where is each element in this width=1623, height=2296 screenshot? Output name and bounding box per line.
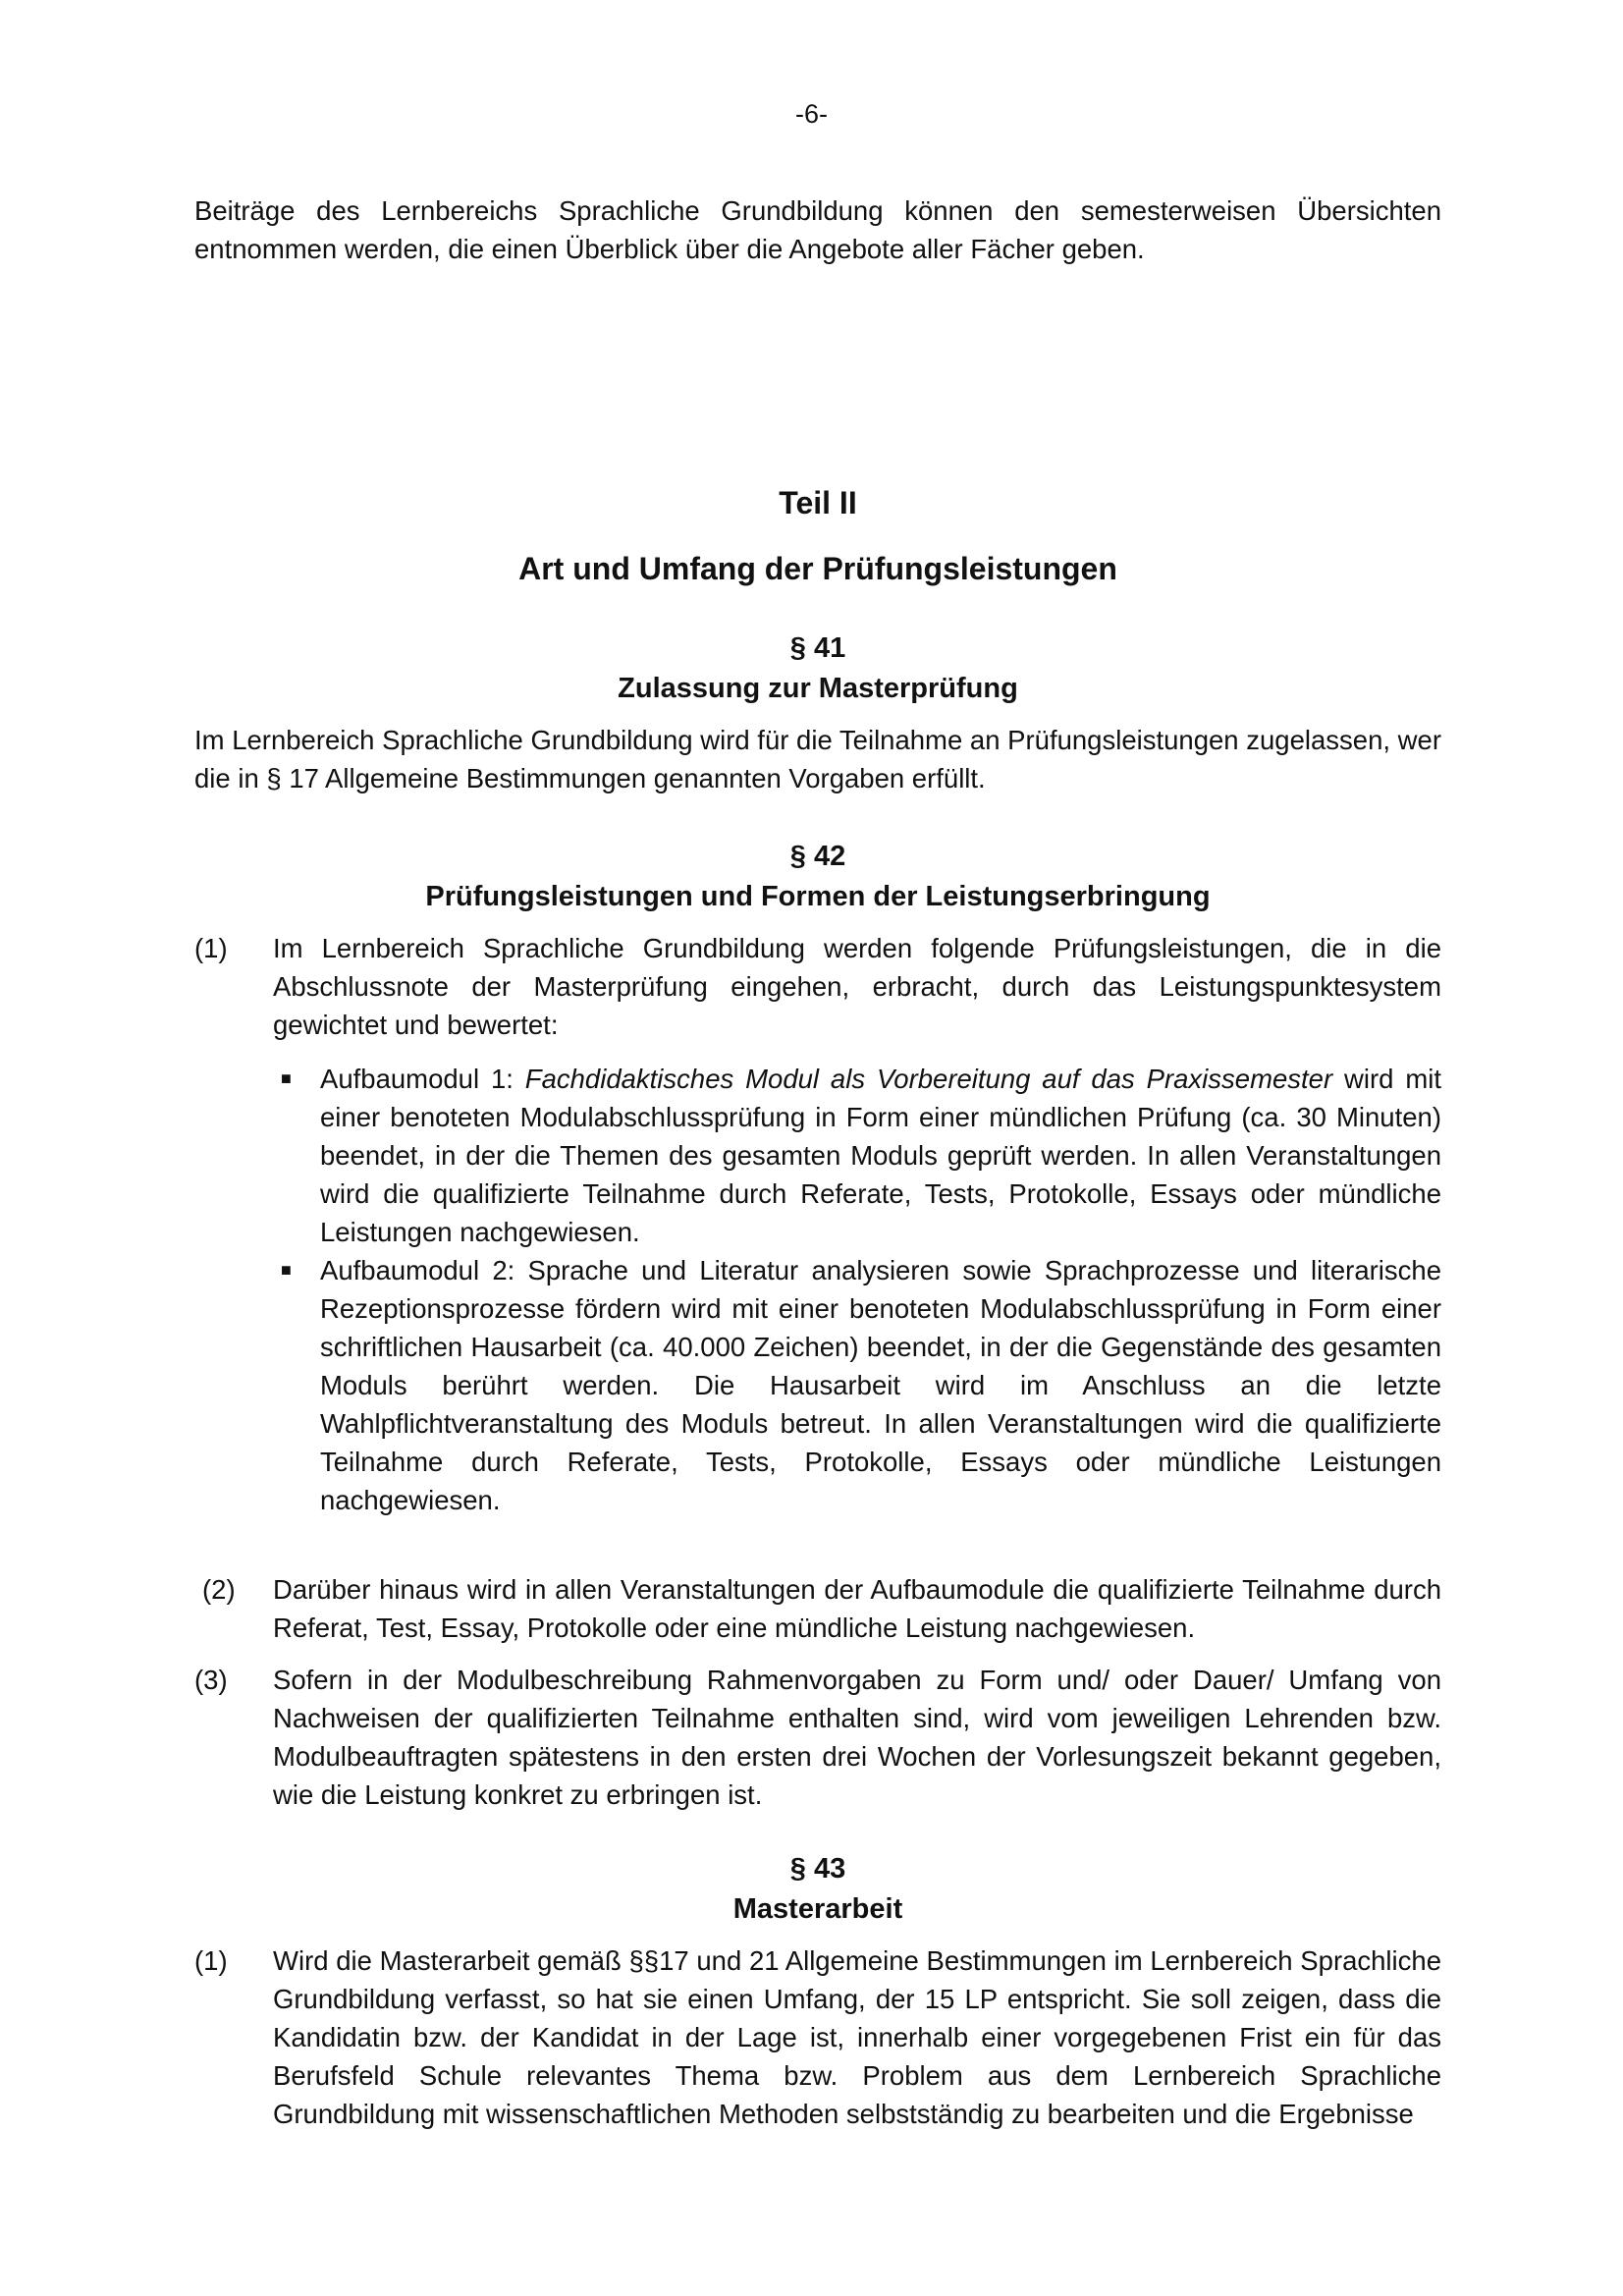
module-list [194, 1060, 1441, 1519]
paragraph-text: Sofern in der Modulbeschreibung Rahmenvorgaben zu Form und/ oder Dauer/ Umfang von Nachweisen der qualifizierten Teilnahme enthalten sind, wird vom jeweiligen Lehrenden bzw. Modulbeauftragten spätestens in den ersten drei Wochen der Vorlesungszeit bekannt gegeben, wie die Leistung konkret zu erbringen ist. [273, 1665, 1441, 1810]
module-1-title: Fachdidaktisches Modul als Vorbereitung auf das Praxissemester [524, 1064, 1333, 1094]
list-item [273, 1251, 1441, 1519]
section-43-number: § 43 [789, 1853, 846, 1885]
section-41-number: § 41 [789, 632, 846, 664]
section-42-paragraph-1 [194, 929, 1441, 1044]
section-42-paragraph-2 [194, 1570, 1441, 1647]
paragraph-text: Darüber hinaus wird in allen Veranstaltungen der Aufbaumodule die qualifizierte Teilnahme durch Referat, Test, Essay, Protokolle oder eine mündliche Leistung nachgewiesen. [273, 1574, 1441, 1643]
intro-paragraph: Beiträge des Lernbereichs Sprachliche Grundbildung können den semesterweisen Übersichten entnommen werden, die einen Überblick über die Angebote aller Fächer geben. [194, 195, 1441, 264]
section-41-heading [194, 629, 1441, 709]
part-number: Teil II [779, 485, 857, 520]
paragraph-number: (3) [194, 1665, 228, 1695]
bullet-square-icon: ■ [281, 1260, 292, 1280]
section-43-paragraph-1 [194, 1941, 1441, 2133]
section-41-text: Im Lernbereich Sprachliche Grundbildung wird für die Teilnahme an Prüfungsleistungen zugelassen, wer die in § 17 Allgemeine Bestimmungen genannten Vorgaben erfüllt. [194, 725, 1441, 793]
part-title: Art und Umfang der Prüfungsleistungen [518, 551, 1117, 586]
list-item-text [320, 1060, 1441, 1251]
module-1-description: wird mit einer benoteten Modulabschlussprüfung in Form einer mündlichen Prüfung (ca. 30 Minuten) beendet, in der die Themen des gesamten Moduls geprüft werden. In allen Veranstaltungen wird die qualifizierte Teilnahme durch Referate, Tests, Protokolle, Essays oder mündliche Leistungen nachgewiesen. [320, 1064, 1441, 1247]
paragraph-text: Im Lernbereich Sprachliche Grundbildung werden folgende Prüfungsleistungen, die in die Abschlussnote der Masterprüfung eingehen, erbracht, durch das Leistungspunktesystem gewichtet und bewertet: [273, 933, 1441, 1040]
section-42-number: § 42 [789, 841, 846, 872]
section-43-heading [194, 1849, 1441, 1930]
section-42-title: Prüfungsleistungen und Formen der Leistungserbringung [425, 881, 1211, 912]
section-42-paragraph-3 [194, 1661, 1441, 1814]
section-42-heading [194, 837, 1441, 917]
section-41-title: Zulassung zur Masterprüfung [618, 673, 1018, 704]
paragraph-text: Wird die Masterarbeit gemäß §§17 und 21 Allgemeine Bestimmungen im Lernbereich Sprachliche Grundbildung verfasst, so hat sie einen Umfang, der 15 LP entspricht. Sie soll zeigen, dass die Kandidatin bzw. der Kandidat in der Lage ist, innerhalb einer vorgegebenen Frist ein für das Berufsfeld Schule relevantes Thema bzw. Problem aus dem Lernbereich Sprachliche Grundbildung mit wissenschaftlichen Methoden selbstständig zu bearbeiten und die Ergebnisse [273, 1945, 1441, 2129]
list-item-text: Aufbaumodul 2: Sprache und Literatur analysieren sowie Sprachprozesse und literarische Rezeptionsprozesse fördern wird mit einer benoteten Modulabschlussprüfung in Form einer schriftlichen Hausarbeit (ca. 40.000 Zeichen) beendet, in der die Gegenstände des gesamten Moduls berührt werden. Die Hausarbeit wird im Anschluss an die letzte Wahlpflichtveranstaltung des Moduls betreut. In allen Veranstaltungen wird die qualifizierte Teilnahme durch Referate, Tests, Protokolle, Essays oder mündliche Leistungen nachgewiesen. [320, 1255, 1441, 1515]
list-item [273, 1060, 1441, 1251]
paragraph-number: (1) [194, 1945, 228, 1976]
paragraph-number: (1) [194, 933, 228, 963]
section-43-title: Masterarbeit [732, 1893, 903, 1925]
bullet-square-icon: ■ [281, 1068, 292, 1088]
paragraph-number: (2) [202, 1574, 236, 1605]
page-content [194, 191, 1441, 2133]
module-1-prefix: Aufbaumodul 1: [320, 1064, 525, 1094]
page-number: -6- [795, 99, 828, 129]
